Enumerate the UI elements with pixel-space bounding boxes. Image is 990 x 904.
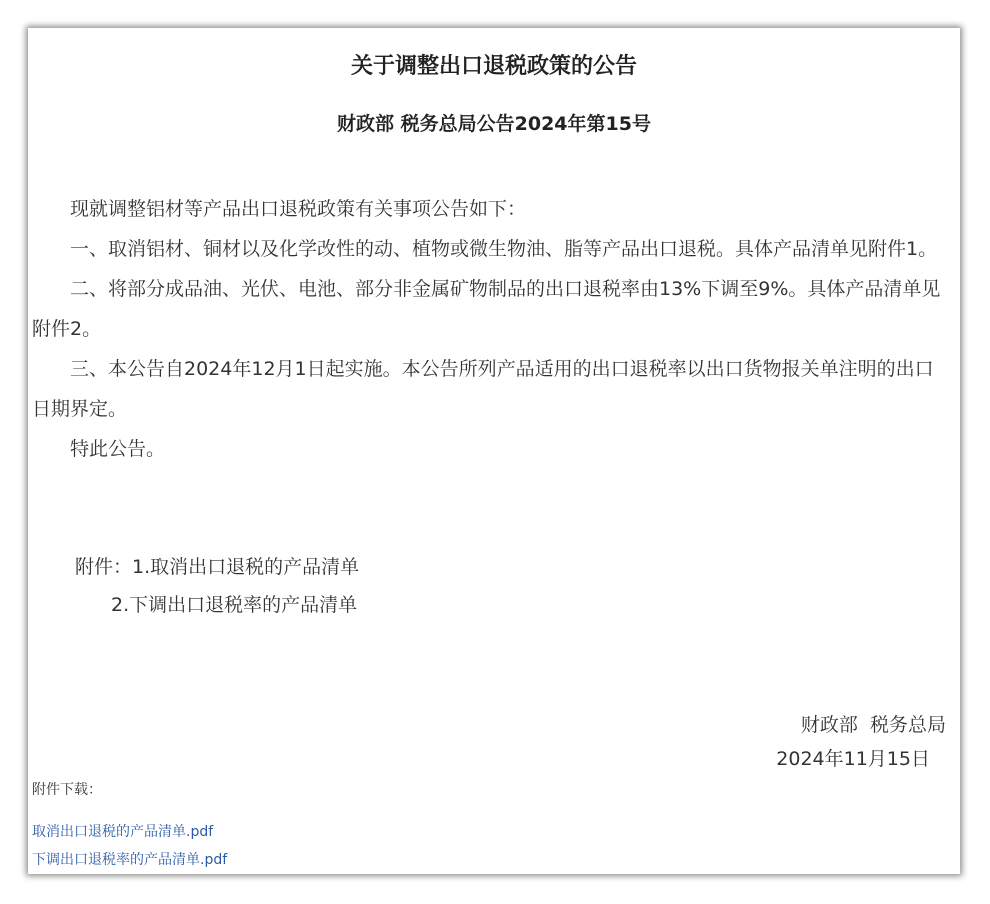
body-paragraph: 特此公告。 [70,438,166,460]
download-label: 附件下载： [32,782,102,798]
body-paragraph: 现就调整铝材等产品出口退税政策有关事项公告如下： [70,198,527,220]
signature-block [776,708,946,776]
document-subtitle: 财政部 税务总局公告2024年第15号 [337,113,651,135]
download-links [32,818,227,874]
body-paragraph: 三、本公告自2024年12月1日起实施。本公告所列产品适用的出口退税率以出口货物报关单注明的出口日期界定。 [32,358,934,420]
signature-issuer: 财政部 税务总局 [800,714,946,736]
document-page [28,28,960,874]
attachment-item-2: 2.下调出口退税率的产品清单 [111,594,358,616]
download-link-reduce-list[interactable]: 下调出口退税率的产品清单.pdf [32,852,228,868]
body-paragraph: 一、取消铝材、铜材以及化学改性的动、植物或微生物油、脂等产品出口退税。具体产品清单见附件1。 [70,238,938,260]
download-link-cancel-list[interactable]: 取消出口退税的产品清单.pdf [32,824,214,840]
attachment-item-1: 附件：1.取消出口退税的产品清单 [75,556,360,578]
attachment-list [28,548,359,624]
signature-date: 2024年11月15日 [776,748,930,770]
body-paragraph: 二、将部分成品油、光伏、电池、部分非金属矿物制品的出口退税率由13%下调至9%。具体产品清单见附件2。 [32,278,941,340]
document-title: 关于调整出口退税政策的公告 [350,54,637,79]
document-body [32,189,948,469]
